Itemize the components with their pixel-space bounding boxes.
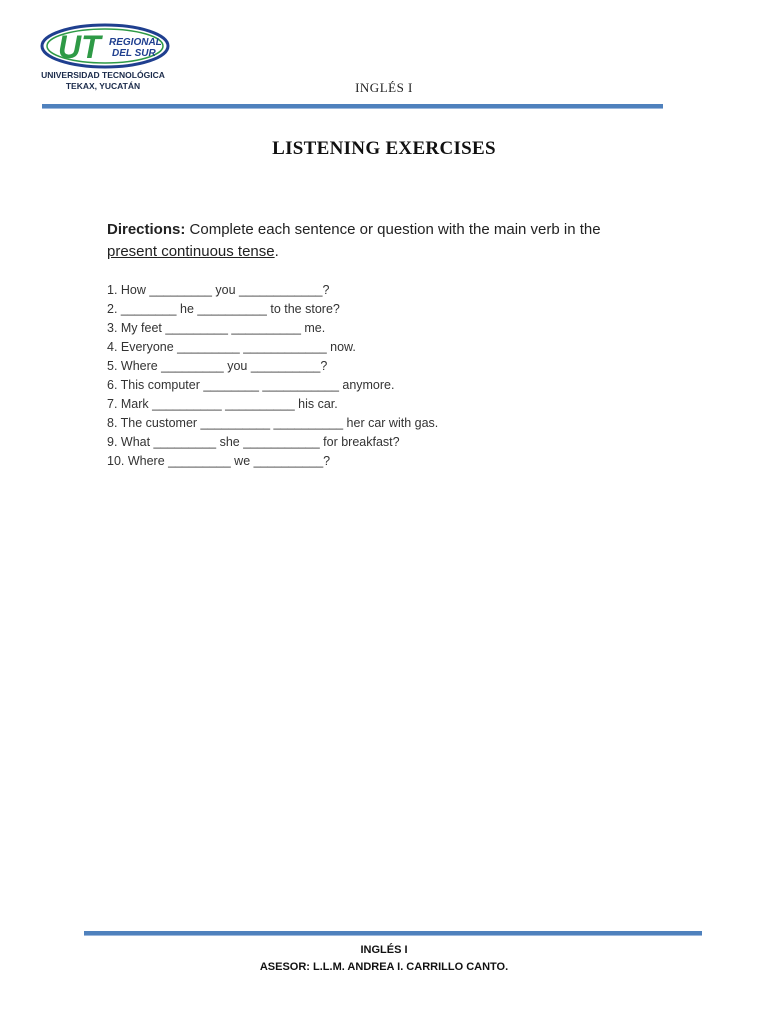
exercise-item: 8. The customer __________ __________ her car with gas. (107, 416, 439, 430)
exercise-item: 2. ________ he __________ to the store? (107, 302, 340, 316)
exercise-item: 10. Where _________ we __________? (107, 454, 331, 468)
exercise-item: 4. Everyone _________ ____________ now. (107, 340, 356, 354)
header-course-title: INGLÉS I (355, 80, 413, 95)
institution-line1: UNIVERSIDAD TECNOLÓGICA (41, 70, 165, 80)
directions-text: Complete each sentence or question with the main verb in the (185, 221, 601, 238)
ut-emblem-icon (38, 22, 172, 74)
logo-tagline-line2: DEL SUR (112, 48, 156, 59)
directions-emphasis: present continuous tense (107, 243, 275, 260)
footer-divider (84, 931, 702, 936)
page-footer (0, 942, 768, 976)
exercise-item: 6. This computer ________ ___________ anymore. (107, 378, 395, 392)
directions-paragraph (107, 219, 627, 263)
exercise-item: 9. What _________ she ___________ for breakfast? (107, 435, 400, 449)
exercise-item: 3. My feet _________ __________ me. (107, 321, 326, 335)
logo-tagline-line1: REGIONAL (109, 37, 162, 48)
footer-advisor: ASESOR: L.L.M. ANDREA I. CARRILLO CANTO. (259, 961, 509, 973)
directions-label: Directions: (107, 221, 186, 238)
directions-end: . (274, 243, 279, 260)
logo-wordmark: UT (58, 29, 101, 65)
exercise-list (107, 281, 667, 471)
footer-course: INGLÉS I (360, 944, 408, 956)
institution-name (34, 70, 172, 92)
institution-line2: TEKAX, YUCATÁN (65, 81, 141, 91)
exercise-item: 5. Where _________ you __________? (107, 359, 328, 373)
exercise-item: 1. How _________ you ____________? (107, 283, 330, 297)
header-divider (42, 104, 663, 109)
exercise-item: 7. Mark __________ __________ his car. (107, 397, 338, 411)
page-title: LISTENING EXERCISES (272, 138, 496, 159)
